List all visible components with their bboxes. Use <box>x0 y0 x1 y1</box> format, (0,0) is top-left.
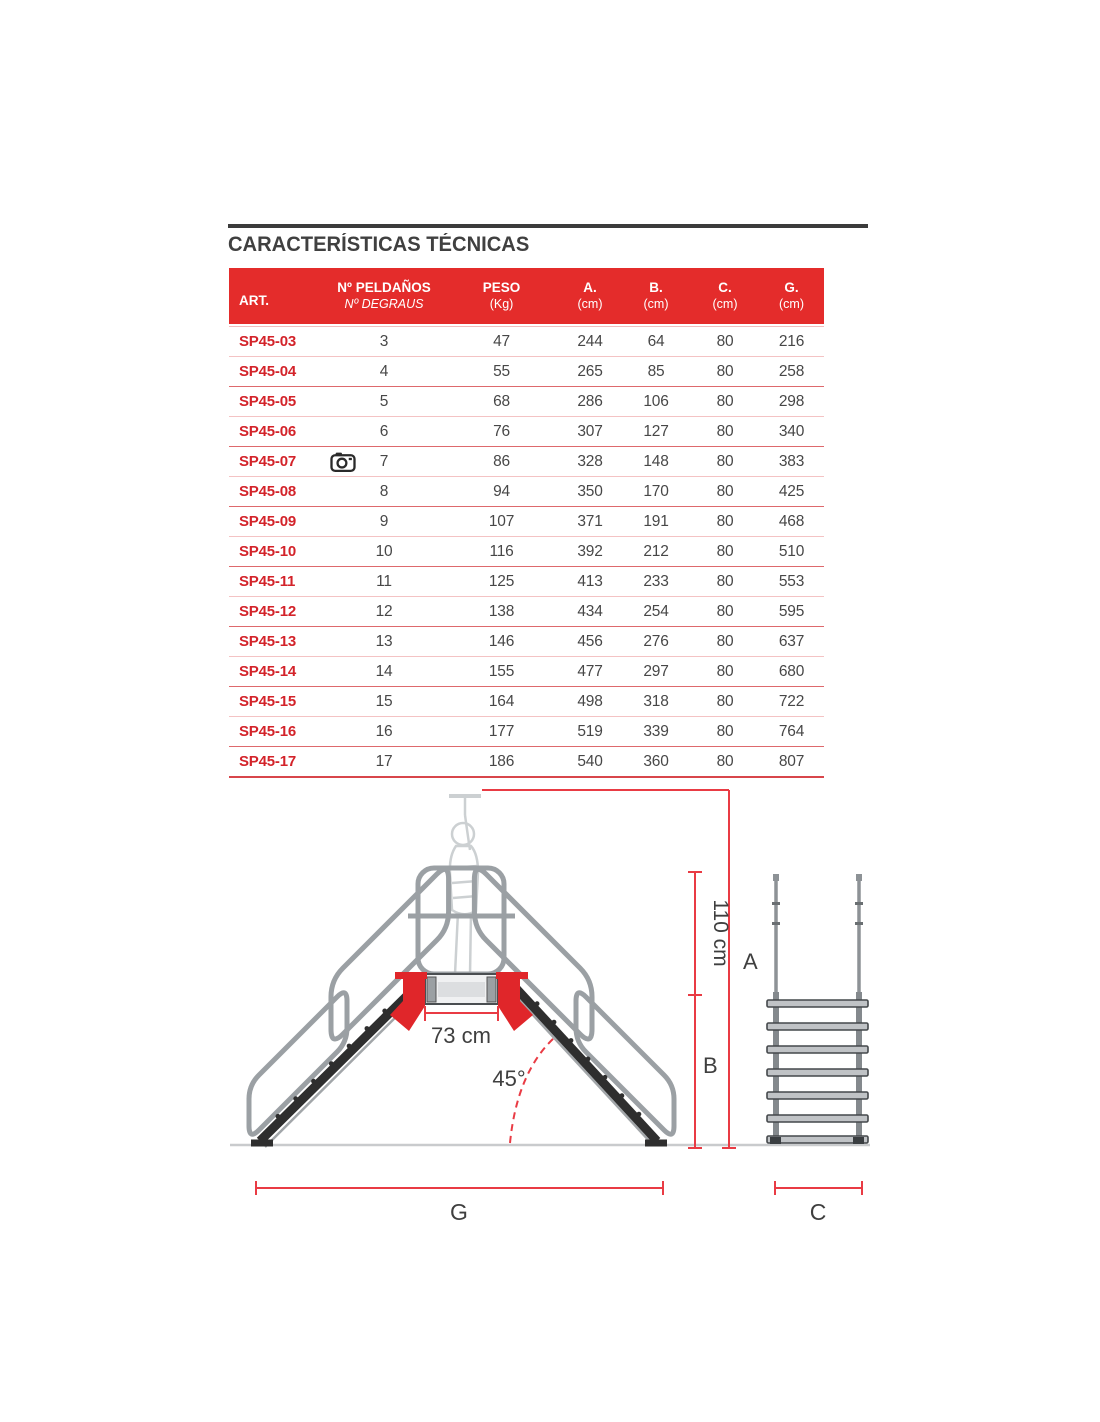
spec-value-c: 80 <box>716 753 734 770</box>
spec-value-steps: 16 <box>375 723 393 740</box>
spec-value-b: 339 <box>643 723 669 740</box>
spec-value-g: 425 <box>778 483 805 500</box>
art-number: SP45-08 <box>239 483 296 500</box>
spec-value-steps: 7 <box>379 453 389 470</box>
right-stair <box>509 985 667 1145</box>
spec-value-g: 383 <box>778 453 805 470</box>
spec-value-c: 80 <box>716 633 734 650</box>
spec-value-g: 680 <box>778 663 805 680</box>
spec-value-peso: 146 <box>488 633 515 650</box>
spec-value-g: 807 <box>778 753 805 770</box>
spec-value-b: 297 <box>643 663 669 680</box>
person-head <box>452 823 474 845</box>
col-header-b-label: B. <box>649 279 663 295</box>
spec-value-a: 371 <box>577 513 603 530</box>
spec-value-g: 595 <box>778 603 805 620</box>
col-header-g-unit: (cm) <box>779 296 804 311</box>
technical-diagram <box>225 770 875 1230</box>
table-row <box>229 477 824 507</box>
spec-value-steps: 8 <box>379 483 389 500</box>
art-number: SP45-05 <box>239 393 296 410</box>
table-row <box>229 417 824 447</box>
col-header-c-label: C. <box>718 279 732 295</box>
spec-value-b: 64 <box>647 333 665 350</box>
col-header-a-unit: (cm) <box>577 296 603 311</box>
spec-value-c: 80 <box>716 603 734 620</box>
dim-110-b <box>688 872 702 1148</box>
spec-value-c: 80 <box>716 663 734 680</box>
col-header-peso <box>444 280 559 313</box>
spec-value-steps: 4 <box>379 363 389 380</box>
spec-value-b: 233 <box>643 573 669 590</box>
table-body <box>229 326 824 778</box>
art-number: SP45-06 <box>239 423 296 440</box>
art-number: SP45-09 <box>239 513 296 530</box>
spec-value-a: 244 <box>577 333 603 350</box>
spec-value-peso: 186 <box>488 753 515 770</box>
spec-value-a: 286 <box>577 393 603 410</box>
spec-value-peso: 177 <box>488 723 515 740</box>
spec-value-c: 80 <box>716 363 734 380</box>
front-view-ladder <box>767 874 868 1144</box>
spec-value-steps: 11 <box>376 573 392 590</box>
spec-value-b: 276 <box>643 633 669 650</box>
spec-value-steps: 12 <box>375 603 393 620</box>
art-number: SP45-12 <box>239 603 296 620</box>
spec-value-steps: 14 <box>375 663 393 680</box>
spec-value-b: 85 <box>647 363 665 380</box>
spec-value-peso: 155 <box>488 663 515 680</box>
art-number: SP45-16 <box>239 723 296 740</box>
spec-value-c: 80 <box>716 513 734 530</box>
table-row <box>229 657 824 687</box>
art-number: SP45-03 <box>239 333 296 350</box>
table-row <box>229 327 824 357</box>
page-title: CARACTERÍSTICAS TÉCNICAS <box>228 233 530 256</box>
art-number: SP45-04 <box>239 363 296 380</box>
table-row <box>229 507 824 537</box>
col-header-b-unit: (cm) <box>643 296 669 311</box>
col-header-art <box>229 283 324 310</box>
spec-value-c: 80 <box>716 423 734 440</box>
spec-value-peso: 125 <box>488 573 515 590</box>
platform-bracket-right-flange <box>496 972 528 979</box>
spec-value-c: 80 <box>716 483 734 500</box>
spec-value-b: 318 <box>643 693 669 710</box>
spec-value-c: 80 <box>716 723 734 740</box>
spec-value-steps: 5 <box>379 393 389 410</box>
spec-value-c: 80 <box>716 453 734 470</box>
col-header-steps <box>324 280 444 313</box>
table-row <box>229 627 824 657</box>
art-number: SP45-15 <box>239 693 296 710</box>
spec-value-a: 519 <box>577 723 603 740</box>
dim-label-a: A <box>743 949 758 974</box>
table-row <box>229 357 824 387</box>
spec-value-peso: 107 <box>488 513 515 530</box>
spec-table <box>229 268 824 778</box>
spec-value-peso: 94 <box>493 483 510 500</box>
col-header-peso-label: PESO <box>482 279 521 295</box>
table-row <box>229 387 824 417</box>
spec-value-peso: 164 <box>488 693 515 710</box>
spec-value-g: 637 <box>778 633 805 650</box>
spec-value-c: 80 <box>716 543 734 560</box>
spec-value-a: 328 <box>577 453 603 470</box>
spec-value-a: 456 <box>577 633 603 650</box>
spec-value-b: 254 <box>643 603 669 620</box>
spec-value-peso: 68 <box>493 393 510 410</box>
dim-label-73cm: 73 cm <box>431 1023 491 1048</box>
spec-value-a: 540 <box>577 753 603 770</box>
spec-value-b: 212 <box>643 543 669 560</box>
dim-73 <box>425 1006 498 1021</box>
spec-value-steps: 3 <box>379 333 389 350</box>
dim-label-c: C <box>809 1199 827 1225</box>
spec-value-b: 106 <box>643 393 669 410</box>
spec-value-a: 434 <box>577 603 603 620</box>
spec-value-g: 468 <box>778 513 805 530</box>
spec-value-g: 298 <box>778 393 805 410</box>
ladder-treads <box>767 1000 868 1143</box>
spec-value-b: 170 <box>643 483 669 500</box>
dim-a <box>722 790 736 1148</box>
col-header-a <box>559 280 621 313</box>
dim-label-b: B <box>703 1053 718 1078</box>
spec-value-a: 350 <box>577 483 603 500</box>
spec-value-peso: 47 <box>493 333 510 350</box>
col-header-b <box>621 280 691 313</box>
art-number: SP45-13 <box>239 633 296 650</box>
spec-value-peso: 138 <box>488 603 515 620</box>
col-header-peso-unit: (Kg) <box>489 296 514 311</box>
spec-value-steps: 15 <box>375 693 393 710</box>
col-header-art-label: ART. <box>239 292 269 308</box>
spec-value-steps: 9 <box>379 513 389 530</box>
art-number: SP45-14 <box>239 663 296 680</box>
spec-value-g: 722 <box>778 693 805 710</box>
spec-value-b: 360 <box>643 753 669 770</box>
spec-value-c: 80 <box>716 693 734 710</box>
spec-value-g: 340 <box>778 423 805 440</box>
spec-value-b: 148 <box>643 453 669 470</box>
platform-bracket-left-flange <box>395 972 427 979</box>
spec-value-a: 265 <box>577 363 603 380</box>
col-header-c-unit: (cm) <box>712 296 738 311</box>
spec-value-g: 258 <box>778 363 805 380</box>
spec-value-a: 413 <box>577 573 603 590</box>
col-header-steps-es: Nº PELDAÑOS <box>337 279 431 295</box>
table-row <box>229 597 824 627</box>
col-header-a-label: A. <box>583 279 597 295</box>
spec-value-peso: 116 <box>489 543 514 560</box>
col-header-steps-pt: Nº DEGRAUS <box>344 296 424 311</box>
spec-value-c: 80 <box>716 393 734 410</box>
camera-icon <box>329 450 357 473</box>
dim-g <box>256 1181 663 1195</box>
spec-value-steps: 6 <box>379 423 389 440</box>
spec-value-c: 80 <box>716 573 734 590</box>
spec-value-g: 510 <box>778 543 805 560</box>
spec-value-peso: 76 <box>493 423 510 440</box>
dim-label-45deg: 45° <box>492 1066 526 1091</box>
table-row <box>229 717 824 747</box>
spec-value-a: 498 <box>577 693 603 710</box>
art-number: SP45-17 <box>239 753 296 770</box>
col-header-c <box>691 280 759 313</box>
right-stair-steps <box>535 1001 642 1116</box>
dim-label-g: G <box>450 1199 468 1225</box>
spec-value-peso: 55 <box>493 363 510 380</box>
platform-guardrail-hoop <box>418 868 504 974</box>
table-row <box>229 447 824 477</box>
art-number: SP45-10 <box>239 543 296 560</box>
table-row <box>229 537 824 567</box>
spec-value-steps: 10 <box>375 543 393 560</box>
spec-value-peso: 86 <box>493 453 510 470</box>
table-header <box>229 268 824 324</box>
art-number: SP45-11 <box>239 573 296 590</box>
table-row <box>229 567 824 597</box>
spec-value-steps: 17 <box>375 753 393 770</box>
spec-value-steps: 13 <box>375 633 393 650</box>
spec-value-g: 553 <box>778 573 805 590</box>
spec-value-a: 477 <box>577 663 603 680</box>
dim-c <box>775 1181 862 1195</box>
spec-value-g: 216 <box>778 333 805 350</box>
spec-value-a: 307 <box>577 423 603 440</box>
spec-value-a: 392 <box>577 543 603 560</box>
top-rule <box>228 224 868 228</box>
spec-value-b: 127 <box>643 423 669 440</box>
col-header-g <box>759 280 824 313</box>
col-header-g-label: G. <box>784 279 799 295</box>
spec-value-b: 191 <box>643 513 669 530</box>
spec-value-c: 80 <box>716 333 734 350</box>
table-row <box>229 687 824 717</box>
dim-label-110cm: 110 cm <box>709 899 732 967</box>
art-number: SP45-07 <box>239 453 296 470</box>
spec-value-g: 764 <box>778 723 805 740</box>
